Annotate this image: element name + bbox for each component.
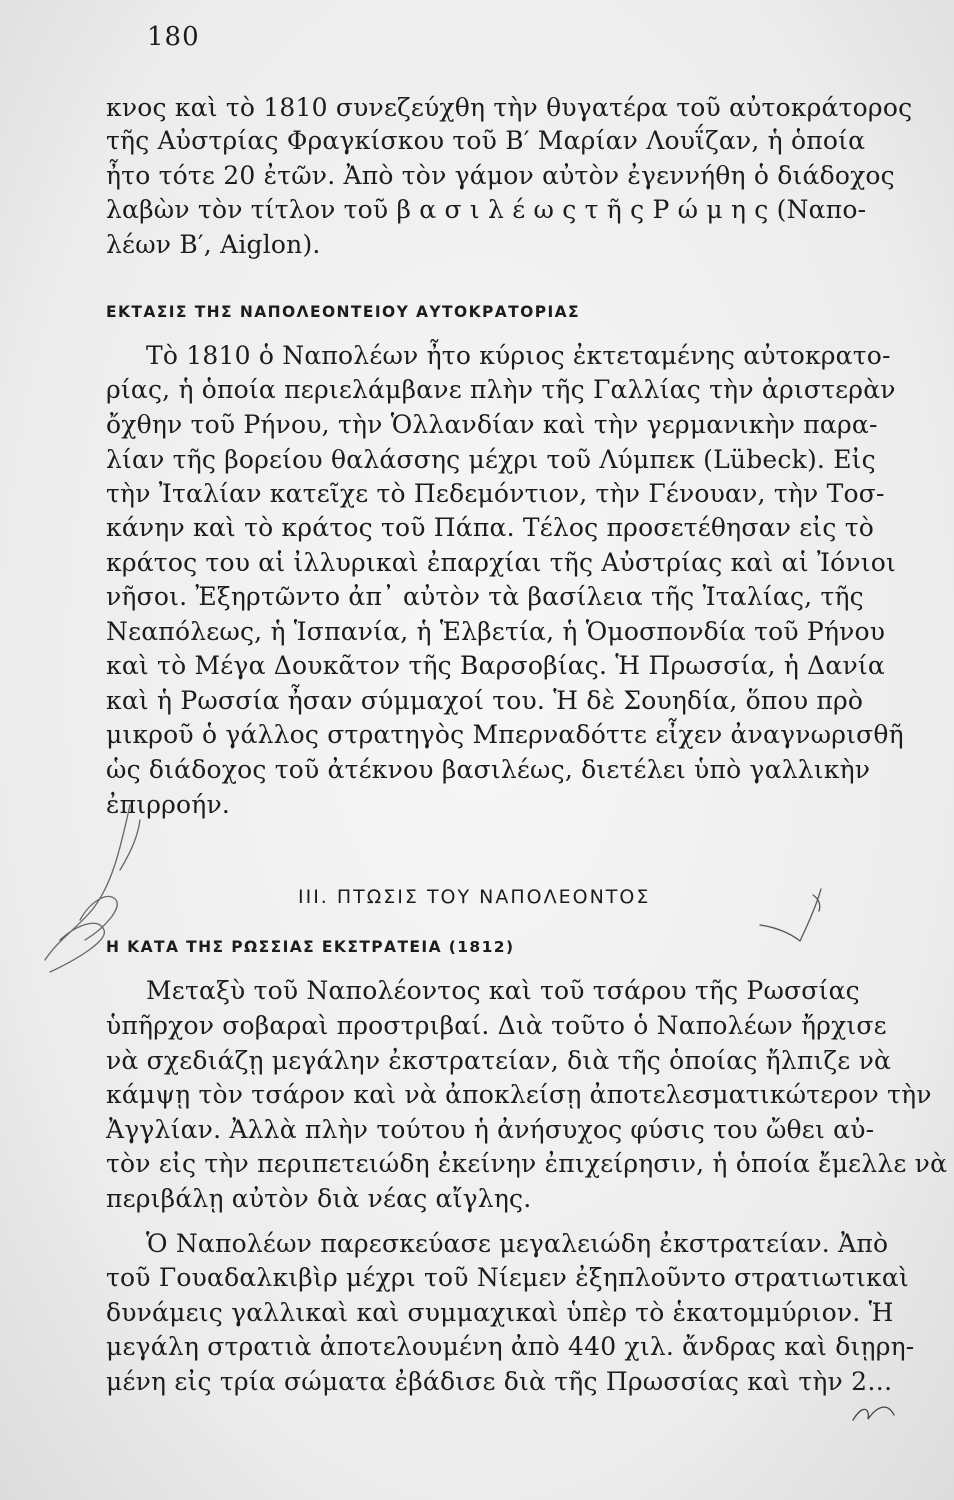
text-line: κάνην καὶ τὸ κράτος τοῦ Πάπα. Τέλος προσετέθησαν εἰς τὸ xyxy=(106,513,875,542)
text-line: τὴν Ἰταλίαν κατεῖχε τὸ Πεδεμόντιον, τὴν Γένουαν, τὴν Τοσ- xyxy=(106,479,885,508)
text-line: λαβὼν τὸν τίτλον τοῦ β α σ ι λ έ ω ς τ ῆ ς Ρ ώ μ η ς (Ναπο- xyxy=(106,195,867,224)
text-line: μένη εἰς τρία σώματα ἐβάδισε διὰ τῆς Πρωσσίας καὶ τὴν 2… xyxy=(106,1367,893,1396)
text-line: ἦτο τότε 20 ἐτῶν. Ἀπὸ τὸν γάμον αὐτὸν ἐγεννήθη ὁ διάδοχος xyxy=(106,161,895,190)
text-line: ὄχθην τοῦ Ρήνου, τὴν Ὁλλανδίαν καὶ τὴν γερμανικὴν παρα- xyxy=(106,410,878,439)
text-line: νὰ σχεδιάζῃ μεγάλην ἐκστρατείαν, διὰ τῆς ὁποίας ἤλπιζε νὰ xyxy=(106,1046,892,1075)
pencil-check-mark xyxy=(755,885,835,945)
text-line: ὡς διάδοχος τοῦ ἀτέκνου βασιλέως, διετέλει ὑπὸ γαλλικὴν xyxy=(106,755,871,784)
section-heading-extent: ΕΚΤΑΣΙΣ ΤΗΣ ΝΑΠΟΛΕΟΝΤΕΙΟΥ ΑΥΤΟΚΡΑΤΟΡΙΑΣ xyxy=(106,303,581,321)
text-line: περιβάλῃ αὐτὸν διὰ νέας αἴγλης. xyxy=(106,1184,532,1213)
text-line: Τὸ 1810 ὁ Ναπολέων ἦτο κύριος ἐκτεταμένης αὐτοκρατο- xyxy=(146,341,891,370)
text-line: Ὁ Ναπολέων παρεσκεύασε μεγαλειώδη ἐκστρατείαν. Ἀπὸ xyxy=(146,1229,889,1258)
text-line: καὶ ἡ Ρωσσία ἦσαν σύμμαχοί του. Ἡ δὲ Σουηδία, ὅπου πρὸ xyxy=(106,686,864,715)
text-line: δυνάμεις γαλλικαὶ καὶ συμμαχικαὶ ὑπὲρ τὸ ἑκατομμύριον. Ἡ xyxy=(106,1298,894,1327)
text-line: κράτος του αἱ ἰλλυρικαὶ ἐπαρχίαι τῆς Αὐστρίας καὶ αἱ Ἰόνιοι xyxy=(106,548,896,577)
text-line: λέων Β′, Aiglon). xyxy=(106,230,321,259)
section-heading-campaign: Η ΚΑΤΑ ΤΗΣ ΡΩΣΣΙΑΣ ΕΚΣΤΡΑΤΕΙΑ (1812) xyxy=(106,938,515,956)
text-line: μεγάλη στρατιὰ ἀποτελουμένη ἀπὸ 440 χιλ. ἄνδρας καὶ διῃρη- xyxy=(106,1332,915,1361)
page-number: 180 xyxy=(147,22,200,52)
text-line: νῆσοι. Ἐξηρτῶντο ἀπ᾽ αὐτὸν τὰ βασίλεια τῆς Ἰταλίας, τῆς xyxy=(106,582,864,611)
text-line: κάμψῃ τὸν τσάρον καὶ νὰ ἀποκλείσῃ ἀποτελεσματικώτερον τὴν xyxy=(106,1080,932,1109)
text-line: Νεαπόλεως, ἡ Ἱσπανία, ἡ Ἑλβετία, ἡ Ὁμοσπονδία τοῦ Ρήνου xyxy=(106,617,886,646)
text-line: τοῦ Γουαδαλκιβὶρ μέχρι τοῦ Νίεμεν ἐξηπλοῦντο στρατιωτικαὶ xyxy=(106,1263,909,1292)
text-line: ρίας, ἡ ὁποία περιελάμβανε πλὴν τῆς Γαλλίας τὴν ἀριστερὰν xyxy=(106,375,896,404)
text-line: μικροῦ ὁ γάλλος στρατηγὸς Μπερναδόττε εἶχεν ἀναγνωρισθῆ xyxy=(106,720,904,749)
text-line: ὑπῆρχον σοβαραὶ προστριβαί. Διὰ τοῦτο ὁ Ναπολέων ἤρχισε xyxy=(106,1011,887,1040)
text-line: λίαν τῆς βορείου θαλάσσης μέχρι τοῦ Λύμπεκ (Lübeck). Εἰς xyxy=(106,445,876,474)
pencil-scribble-mark xyxy=(20,790,170,990)
text-line: κνος καὶ τὸ 1810 συνεζεύχθη τὴν θυγατέρα τοῦ αὐτοκράτορος xyxy=(106,93,913,122)
section-heading-fall: III. ΠΤΩΣΙΣ ΤΟΥ ΝΑΠΟΛΕΟΝΤΟΣ xyxy=(298,886,651,908)
text-line: ἐπιρροήν. xyxy=(106,790,231,819)
text-line: τῆς Αὐστρίας Φραγκίσκου τοῦ Β′ Μαρίαν Λουΐζαν, ἡ ὁποία xyxy=(106,126,866,155)
text-line: τὸν εἰς τὴν περιπετειώδη ἐκείνην ἐπιχείρησιν, ἡ ὁποία ἔμελλε νὰ xyxy=(106,1149,948,1178)
text-line: καὶ τὸ Μέγα Δουκᾶτον τῆς Βαρσοβίας. Ἡ Πρωσσία, ἡ Δανία xyxy=(106,651,885,680)
text-line: Μεταξὺ τοῦ Ναπολέοντος καὶ τοῦ τσάρου τῆς Ρωσσίας xyxy=(146,976,860,1005)
text-line: Ἀγγλίαν. Ἀλλὰ πλὴν τούτου ἡ ἀνήσυχος φύσις του ὤθει αὐ- xyxy=(106,1115,875,1144)
